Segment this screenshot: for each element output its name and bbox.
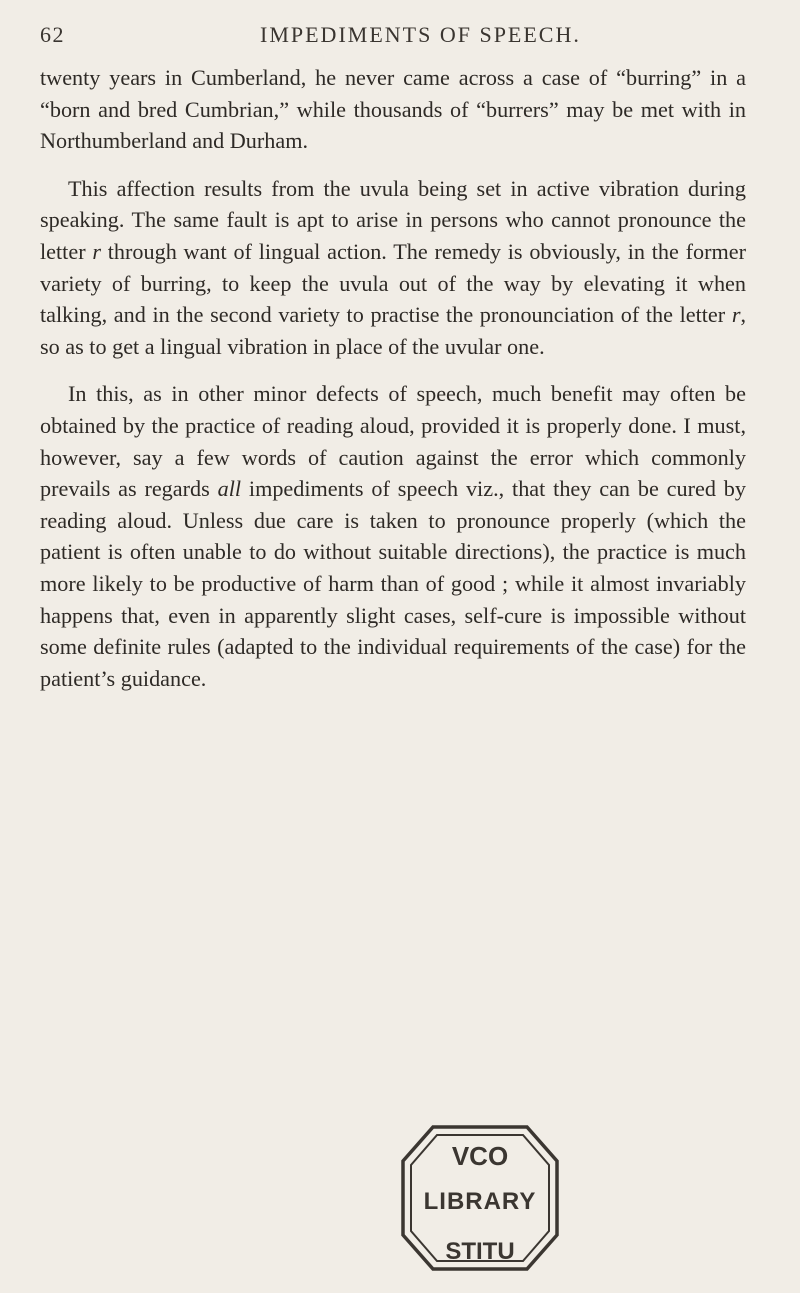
text-run: This affection results from the uvula being set in active vibration during speaking. The same fault is apt to arise in persons who cannot pronounce the letter xyxy=(40,175,746,264)
text-run: impediments of speech viz., that they can be cured by reading aloud. Unless due care is taken to pronounce properly (which the patient is often unable to do without suitable directions), the practice is much more likely to be productive of harm than of good ; while it almost invariably happens that, even in apparently slight cases, self-cure is impossible without some definite rules (adapted to the individual requirements of the case) for the patient’s guidance. xyxy=(40,476,746,691)
stamp-top-text: VCO xyxy=(451,1141,509,1171)
library-stamp xyxy=(385,1113,575,1283)
page-number: 62 xyxy=(40,22,65,47)
paragraph-2 xyxy=(40,173,746,363)
text-run: twenty years in Cumberland, he never came across a case of “burring” in a “born and bred Cumbrian,” while thousands of “burrers” may be met with in Northumberland and Durham. xyxy=(40,65,746,154)
text-run: through want of lingual action. The remedy is obviously, in the former variety of burring, to keep the uvula out of the way by elevating it when talking, and in the second variety to practise the pronounciation of the letter xyxy=(40,238,746,328)
stamp-bottom-text: STITU xyxy=(445,1238,515,1265)
text-run: , so as to get a lingual vibration in place of the uvular one. xyxy=(40,302,746,359)
italic-run: r xyxy=(731,302,741,328)
italic-run: all xyxy=(217,476,242,502)
paragraph-3 xyxy=(40,378,746,694)
text-run: In this, as in other minor defects of speech, much benefit may often be obtained by the practice of reading aloud, provided it is properly done. I must, however, say a few words of caution against the error which commonly prevails as regards xyxy=(40,381,746,502)
paragraph-1 xyxy=(40,62,746,157)
body-text xyxy=(40,62,746,694)
running-head: IMPEDIMENTS OF SPEECH. xyxy=(260,22,581,47)
italic-run: r xyxy=(92,238,101,264)
stamp-label: LIBRARY xyxy=(423,1188,537,1215)
